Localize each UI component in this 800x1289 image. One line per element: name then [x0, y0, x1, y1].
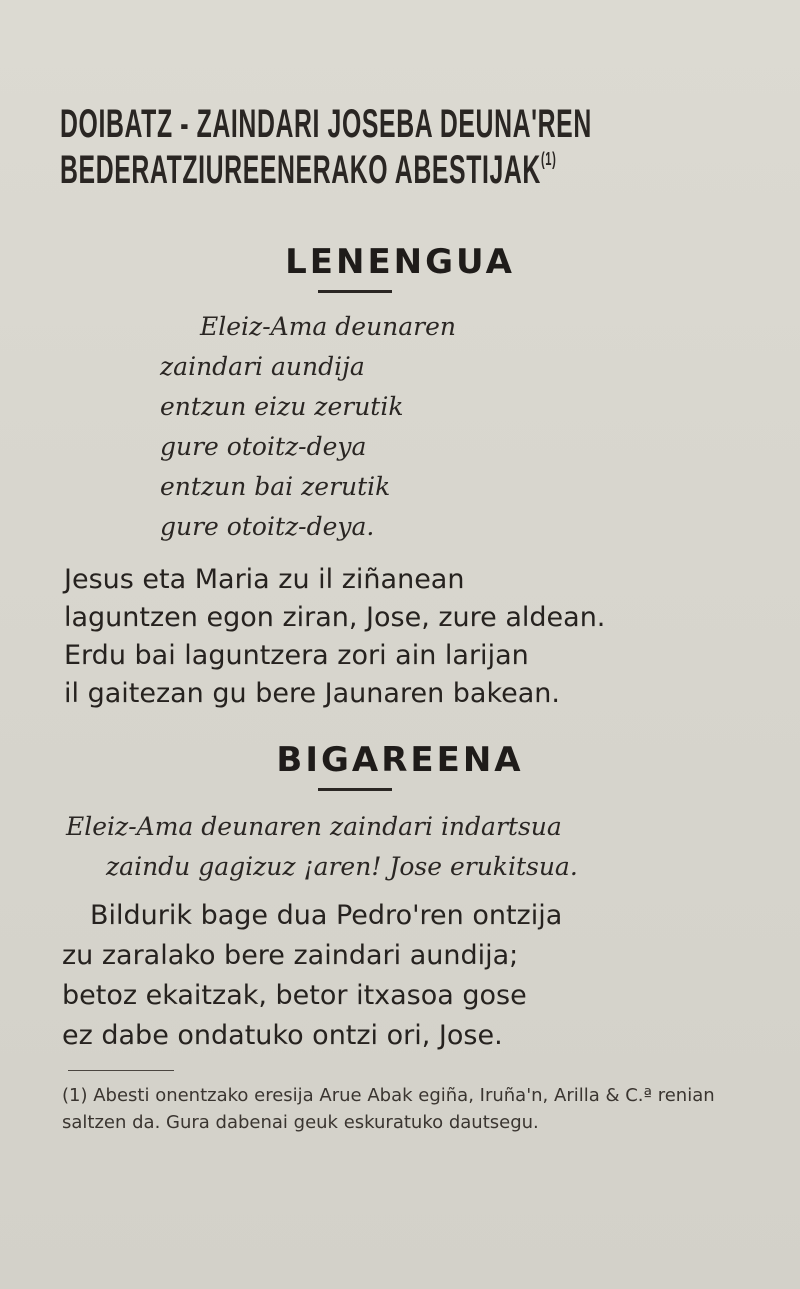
footnote-text: (1) Abesti onentzako eresija Arue Abak egiña, Iruña'n, Arilla & C.ª renian saltzen da. Gura dabenai geuk eskuratuko dautsegu. [62, 1085, 715, 1133]
stanza-line: laguntzen egon ziran, Jose, zure aldean. [64, 602, 606, 633]
stanza-line: ez dabe ondatuko ontzi ori, Jose. [62, 1020, 503, 1051]
stanza-line: Erdu bai laguntzera zori ain larijan [64, 640, 529, 671]
heading-line-2-text: BEDERATZIUREENERAKO ABESTIJAK [60, 148, 541, 192]
section-divider [318, 290, 392, 293]
poem-line: entzun eizu zerutik [160, 392, 404, 421]
poem-line: zaindari aundija [160, 352, 365, 381]
poem-line: gure otoitz-deya. [160, 512, 375, 541]
section-title-bigarena: BIGAREENA [276, 740, 524, 780]
stanza-line: betoz ekaitzak, betor itxasoa gose [62, 980, 527, 1011]
footnote-divider [68, 1070, 174, 1071]
section-title-lenengua: LENENGUA [285, 242, 515, 282]
stanza-line: Bildurik bage dua Pedro'ren ontzija [90, 900, 563, 931]
stanza-line: zu zaralako bere zaindari aundija; [62, 940, 519, 971]
poem-line: Eleiz-Ama deunaren zaindari indartsua [66, 812, 562, 841]
section-divider [318, 788, 392, 791]
heading-line-1: DOIBATZ - ZAINDARI JOSEBA DEUNA'REN [60, 102, 592, 146]
poem-line: Eleiz-Ama deunaren [200, 312, 457, 341]
poem-line: entzun bai zerutik [160, 472, 391, 501]
stanza-line: Jesus eta Maria zu il ziñanean [64, 564, 465, 595]
poem-line: zaindu gagizuz ¡aren! Jose erukitsua. [106, 852, 578, 881]
footnote-marker: (1) [540, 149, 557, 169]
poem-line: gure otoitz-deya [160, 432, 367, 461]
heading-line-2 [60, 148, 557, 193]
stanza-line: il gaitezan gu bere Jaunaren bakean. [64, 678, 560, 709]
